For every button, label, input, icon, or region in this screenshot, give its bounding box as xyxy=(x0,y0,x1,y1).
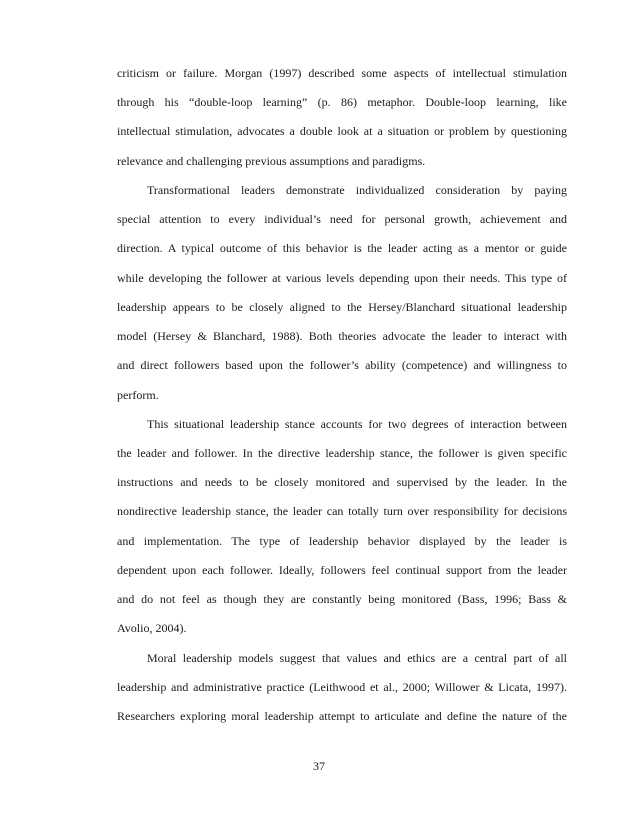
paragraph-start-line: This situational leadership stance accounts for two degrees of interaction between xyxy=(147,417,567,431)
text-line: model (Hersey & Blanchard, 1988). Both theories advocate the leader to interact with xyxy=(117,329,567,343)
text-line: nondirective leadership stance, the leader can totally turn over responsibility for decisions xyxy=(117,504,567,518)
text-line: and implementation. The type of leadership behavior displayed by the leader is xyxy=(117,534,567,548)
text-line: and do not feel as though they are constantly being monitored (Bass, 1996; Bass & xyxy=(117,592,567,606)
text-line: criticism or failure. Morgan (1997) described some aspects of intellectual stimulation xyxy=(117,66,567,80)
text-line: leadership and administrative practice (Leithwood et al., 2000; Willower & Licata, 1997). xyxy=(117,680,567,694)
paragraph-start-line: Transformational leaders demonstrate individualized consideration by paying xyxy=(147,183,567,197)
text-line: special attention to every individual’s need for personal growth, achievement and xyxy=(117,212,567,226)
text-line: intellectual stimulation, advocates a double look at a situation or problem by questioning xyxy=(117,124,567,138)
text-line: instructions and needs to be closely monitored and supervised by the leader. In the xyxy=(117,475,567,489)
text-line: direction. A typical outcome of this behavior is the leader acting as a mentor or guide xyxy=(117,241,567,255)
text-line: perform. xyxy=(117,388,159,402)
text-line: and direct followers based upon the follower’s ability (competence) and willingness to xyxy=(117,358,567,372)
paragraph-start-line: Moral leadership models suggest that values and ethics are a central part of all xyxy=(147,651,567,665)
text-line: relevance and challenging previous assumptions and paradigms. xyxy=(117,154,426,168)
page-number: 37 xyxy=(313,759,325,773)
text-line: Avolio, 2004). xyxy=(117,621,187,635)
text-line: the leader and follower. In the directive leadership stance, the follower is given specific xyxy=(117,446,567,460)
text-line: dependent upon each follower. Ideally, followers feel continual support from the leader xyxy=(117,563,567,577)
text-line: through his “double-loop learning” (p. 86) metaphor. Double-loop learning, like xyxy=(117,95,567,109)
text-line: Researchers exploring moral leadership attempt to articulate and define the nature of the xyxy=(117,709,567,723)
text-line: while developing the follower at various levels depending upon their needs. This type of xyxy=(117,271,567,285)
text-line: leadership appears to be closely aligned to the Hersey/Blanchard situational leadership xyxy=(117,300,567,314)
